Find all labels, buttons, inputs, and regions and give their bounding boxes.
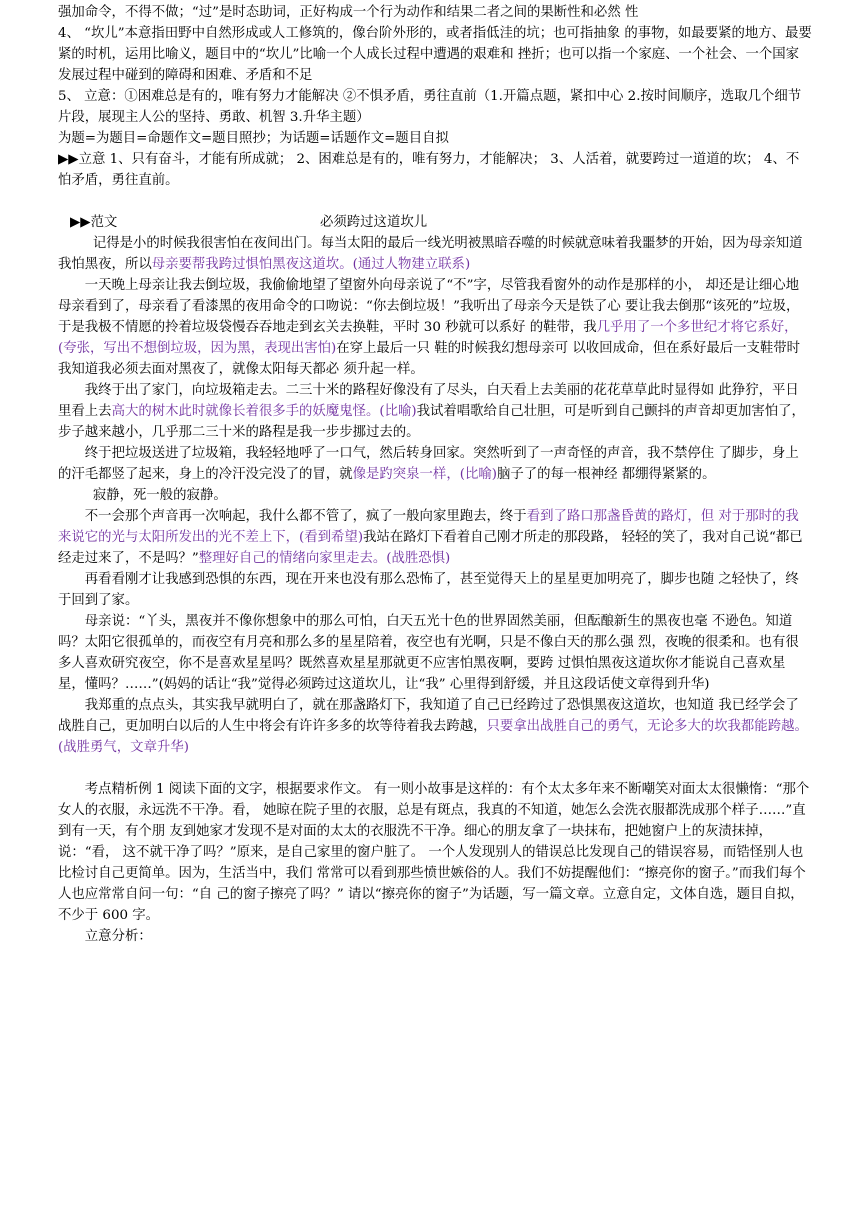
essay-section-label: ▶▶范文 bbox=[70, 215, 118, 230]
essay-title: 必须跨过这道坎儿 bbox=[320, 215, 428, 230]
essay-paragraph-1 bbox=[58, 233, 812, 275]
intro-item-4: 4、 “坎儿”本意指田野中自然形成或人工修筑的，像台阶外形的，或者指低洼的坑；也可指抽象 的事物，如最要紧的地方、最要紧的时机，运用比喻义，题目中的“坎儿”比喻一个人成长过程中遭遇的艰难和 挫折；也可以指一个家庭、一个社会、一个国家发展过程中碰到的障碍和困难、矛盾和不足 bbox=[58, 26, 812, 83]
example-paragraph: 考点精析例 1 阅读下面的文字，根据要求作文。 有一则小故事是这样的：有个太太多年来不断嘲笑对面太太很懒惰：“那个女人的衣服，永远洗不干净。看， 她晾在院子里的衣服，总是有斑点，我真的不知道，她怎么会洗衣服都洗成那个样子……”直到有一天，有个朋 友到她家才发现不是对面的太太的衣服洗不干净。细心的朋友拿了一块抹布，把她窗户上的灰渍抹掉，说：“看， 这不就干净了吗？”原来，是自己家里的窗户脏了。 一个人发现别人的错误总比发现自己的错误容易，而锆怪别人也比检讨自己更简单。因为，生活当中，我们 常常可以看到那些愤世嫉俗的人。我们不妨提醒他们：“擦亮你的窗子。”而我们每个人也应常常自问一句：“自 己的窗子擦亮了吗？” 请以“擦亮你的窗子”为话题，写一篇文章。立意自定，文体自选，题目自拟，不少于 600 字。 bbox=[58, 782, 810, 923]
essay-paragraph-5: 寂静，死一般的寂静。 bbox=[92, 488, 227, 503]
analysis-label: 立意分析： bbox=[84, 929, 152, 944]
essay-paragraph-4 bbox=[58, 443, 812, 485]
p1-text: 记得是小的时候我很害怕在夜间出门。每当太阳的最后一线光明被黑暗吞噬的时候就意味着我噩梦的开始，因为母亲知道我怕黑夜，所以 bbox=[58, 236, 803, 272]
p6-annotation-2: 整理好自己的情绪向家里走去。(战胜恐惧) bbox=[198, 551, 451, 566]
essay-paragraph-9 bbox=[58, 695, 812, 758]
p4-text-a: 终于把垃圾送进了垃圾箱，我轻轻地呼了一口气，然后转身回家。突然听到了一声奇怪的声音，我不禁停住 了脚步，身上的汗毛都竖了起来，身上的冷汗没完没了的冒，就 bbox=[58, 446, 799, 482]
p3-text-a: 我终于出了家门，向垃圾箱走去。二三十米的路程好像没有了尽头，白天看上去美丽的花花草草此时显得如 此狰狞，平日里看上去 bbox=[58, 383, 799, 419]
intro-item-5: 5、 立意：①困难总是有的，唯有努力才能解决 ②不惧矛盾，勇往直前（1.开篇点题，紧扣中心 2.按时间顺序，选取几个细节片段，展现主人公的坚持、勇敢、机智 3.升华主题） bbox=[58, 89, 802, 125]
p2-text-c: 在穿上最后一只 鞋的时候我幻想母亲可 以收回成命，但在系好最后一支鞋带时我知道我必须去面对黑夜了，就像太阳每天都必 须升起一样。 bbox=[58, 341, 801, 377]
essay-paragraph-8: 母亲说：“丫头，黑夜并不像你想象中的那么可怕，白天五光十色的世界固然美丽，但酝酿新生的黑夜也毫 不逊色。知道吗？太阳它很孤单的，而夜空有月亮和那么多的星星陪着，夜空也有光啊，只是不像白天的那么强 烈，夜晚的很柔和。也有很多人喜欢研究夜空，你不是喜欢星星吗？既然喜欢星星那就更不应害怕黑夜啊，要跨 过惧怕黑夜这道坎你才能说自己喜欢星星，懂吗？……”(妈妈的话让“我”觉得必须跨过这道坎儿，让“我” 心里得到舒缓，并且这段话使文章得到升华) bbox=[58, 614, 799, 692]
p1-annotation: 母亲要帮我跨过惧怕黑夜这道坎。(通过人物建立联系) bbox=[151, 257, 471, 272]
p9-text-a: 我郑重的点点头，其实我早就明白了，就在那盏路灯下，我知道了自己已经跨过了恐惧黑夜这道坎，也知道 我已经学会了战胜自己，更加明白以后的人生中将会有许许多多的坎等待着我去跨越， bbox=[58, 698, 799, 734]
essay-title-row bbox=[58, 212, 812, 233]
theme-points: ▶▶立意 1、只有奋斗，才能有所成就； 2、困难总是有的，唯有努力，才能解决； 3、人活着，就要跨过一道道的坎； 4、不怕矛盾，勇往直前。 bbox=[58, 152, 800, 188]
essay-paragraph-6 bbox=[58, 506, 812, 569]
p2-annotation: 几乎用了一个多世纪才将它系好，(夸张，写出不想倒垃圾，因为黑，表现出害怕) bbox=[58, 320, 798, 356]
p2-text-a: 一天晚上母亲让我去倒垃圾，我偷偷地望了望窗外向母亲说了“不”字，尽管我看窗外的动作是那样的小， 却还是让细心地母亲看到了，母亲看了看漆黑的夜用命令的口吻说：“你去倒垃圾！”我听出了母亲今天是铁了心 要让我去倒那“该死的”垃圾，于是我极不情愿的拎着垃圾袋慢吞吞地走到玄关去换鞋，平时 30 秒就可以系好 的鞋带，我 bbox=[58, 278, 800, 335]
essay-paragraph-3 bbox=[58, 380, 812, 443]
p6-text-c: 我站在路灯下看着自己刚才所走的那段路， 轻轻的笑了，我对自己说“都已经走过来了，不是吗？” bbox=[58, 530, 803, 566]
p9-annotation: 只要拿出战胜自己的勇气，无论多大的坎我都能跨越。 (战胜勇气，文章升华) bbox=[58, 719, 808, 755]
p4-annotation: 像是趵突泉一样，(比喻) bbox=[352, 467, 497, 482]
spacer bbox=[58, 191, 812, 212]
p6-annotation-1: 看到了路口那盏昏黄的路灯，但 对于那时的我来说它的光与太阳所发出的光不差上下，(看到希望) bbox=[58, 509, 799, 545]
definitions-line: 为题=为题目=命题作文=题目照抄；为话题=话题作文=题目自拟 bbox=[58, 131, 449, 146]
p4-text-c: 脑子了的每一根神经 都绷得紧紧的。 bbox=[496, 467, 716, 482]
p6-text-a: 不一会那个声音再一次响起，我什么都不管了，疯了一般向家里跑去，终于 bbox=[84, 509, 527, 524]
p3-annotation: 高大的树木此时就像长着很多手的妖魔鬼怪。(比喻) bbox=[111, 404, 417, 419]
intro-continued-line: 强加命令，不得不做；“过”是时态助词，正好构成一个行为动作和结果二者之间的果断性和必然 性 bbox=[58, 5, 639, 20]
spacer bbox=[58, 758, 812, 779]
essay-paragraph-7: 再看看刚才让我感到恐惧的东西，现在开来也没有那么恐怖了，甚至觉得天上的星星更加明亮了，脚步也随 之轻快了，终于回到了家。 bbox=[58, 572, 799, 608]
essay-paragraph-2 bbox=[58, 275, 812, 380]
p3-text-c: 我试着唱歌给自己壮胆，可是听到自己颤抖的声音却更加害怕了，步子越来越小，几乎那二三十米的路程是我一步步挪过去的。 bbox=[58, 404, 805, 440]
